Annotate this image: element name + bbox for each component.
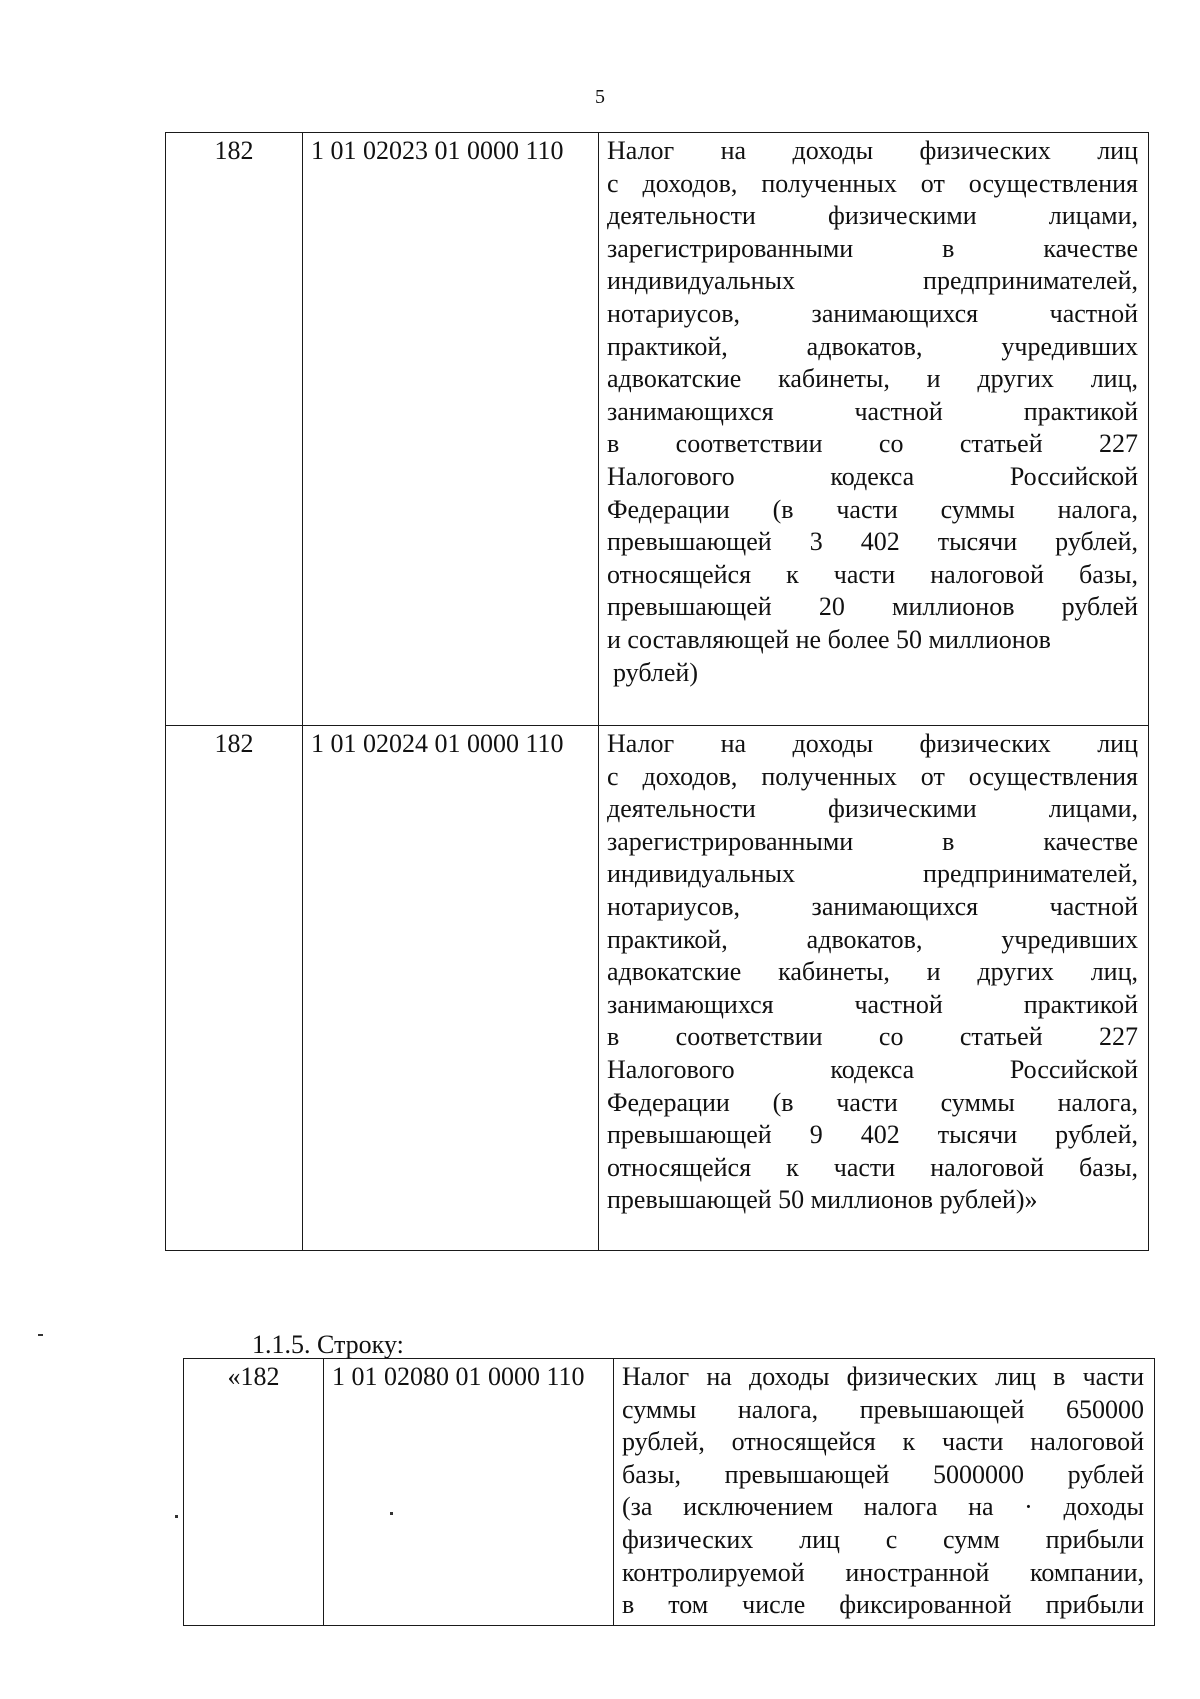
description-line: и составляющей не более 50 миллионов [607,624,1051,654]
admin-code-cell: 182 [166,726,303,1251]
budget-codes-table-continued [183,1358,1155,1626]
description-line: контролируемой иностранной компании, [622,1557,1144,1587]
description-line: занимающихся частной практикой [607,396,1138,426]
description-line: индивидуальных предпринимателей, [607,859,1138,889]
description-line: нотариусов, занимающихся частной [607,298,1138,328]
kbk-code-cell: 1 01 02024 01 0000 110 [303,726,599,1251]
description-line: в соответствии со статьей 227 [607,429,1138,459]
description-line: превышающей 20 миллионов рублей [607,592,1138,622]
description-line: (за исключением налога на · доходы [622,1492,1144,1522]
description-line: в соответствии со статьей 227 [607,1022,1138,1052]
description-line: Налог на доходы физических лиц в части [622,1362,1144,1391]
section-heading: 1.1.5. Строку: [252,1330,404,1359]
admin-code-cell: «182 [184,1359,324,1626]
description-line: с доходов, полученных от осуществления [607,168,1138,198]
description-line: Налогового кодекса Российской [607,1054,1138,1084]
description-line: Налог на доходы физических лиц [607,136,1138,165]
kbk-code-cell: 1 01 02023 01 0000 110 [303,133,599,726]
scan-speck [38,1334,43,1336]
scan-speck [390,1512,393,1515]
description-line: с доходов, полученных от осуществления [607,761,1138,791]
description-line: превышающей 3 402 тысячи рублей, [607,527,1138,557]
description-line: в том числе фиксированной прибыли [622,1590,1144,1620]
description-line: Федерации (в части суммы налога, [607,494,1138,524]
description-line: базы, превышающей 5000000 рублей [622,1459,1144,1489]
description-line: физических лиц с сумм прибыли [622,1524,1144,1554]
description-line: Налог на доходы физических лиц [607,729,1138,758]
description-line: занимающихся частной практикой [607,989,1138,1019]
description-line: адвокатские кабинеты, и других лиц, [607,957,1138,987]
description-line: деятельности физическими лицами, [607,794,1138,824]
description-line: индивидуальных предпринимателей, [607,266,1138,296]
table-row [166,133,1149,726]
table-row [184,1359,1155,1626]
kbk-code-cell: 1 01 02080 01 0000 110 [324,1359,614,1626]
description-cell [614,1359,1155,1626]
description-line: рублей) [613,657,698,687]
description-line: практикой, адвокатов, учредивших [607,924,1138,954]
description-line: превышающей 9 402 тысячи рублей, [607,1120,1138,1150]
description-line: суммы налога, превышающей 650000 [622,1394,1144,1424]
description-line: зарегистрированными в качестве [607,826,1138,856]
scan-speck [175,1515,178,1518]
description-line: адвокатские кабинеты, и других лиц, [607,364,1138,394]
description-line: нотариусов, занимающихся частной [607,891,1138,921]
description-line: относящейся к части налоговой базы, [607,1152,1138,1182]
description-line: практикой, адвокатов, учредивших [607,331,1138,361]
description-line: Федерации (в части суммы налога, [607,1087,1138,1117]
table-row [166,726,1149,1251]
description-line: рублей, относящейся к части налоговой [622,1427,1144,1457]
budget-codes-table [165,132,1149,1251]
page-number: 5 [595,86,605,108]
description-line: относящейся к части налоговой базы, [607,559,1138,589]
description-line: превышающей 50 миллионов рублей)» [607,1185,1038,1215]
description-cell [599,726,1149,1251]
description-line: зарегистрированными в качестве [607,233,1138,263]
description-line: Налогового кодекса Российской [607,461,1138,491]
description-line: деятельности физическими лицами, [607,201,1138,231]
admin-code-cell: 182 [166,133,303,726]
description-cell [599,133,1149,726]
